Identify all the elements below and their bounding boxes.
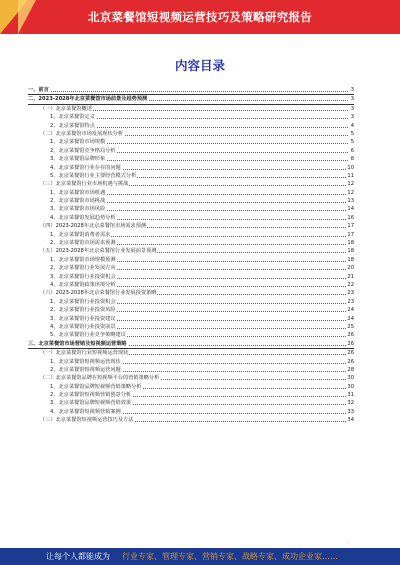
report-title: 北京菜餐馆短视频运营技巧及策略研究报告 [87, 10, 313, 24]
toc-entry[interactable] [28, 399, 354, 407]
toc-entry[interactable] [28, 130, 354, 138]
toc-entry[interactable] [28, 113, 354, 121]
toc-entry-page: 24 [347, 307, 354, 314]
toc-entry-title: 1、北京菜餐馆行业投资机会 [50, 298, 116, 305]
toc-entry-page: 24 [347, 315, 354, 322]
toc-entry[interactable] [28, 273, 354, 281]
toc-entry[interactable] [28, 247, 354, 255]
toc-entry[interactable] [28, 205, 354, 213]
toc-entry[interactable] [28, 289, 354, 297]
toc-entry-title: 1、北京菜餐馆定义 [50, 114, 95, 121]
toc-entry-title: 3、北京菜餐馆品牌短视频营销效果 [50, 400, 132, 407]
toc-entry-page: 3 [350, 87, 354, 93]
toc-entry-title: 3、北京菜餐馆行业投资建议 [50, 315, 116, 322]
toc-heading: 内容目录 [174, 58, 225, 73]
toc-entry[interactable] [28, 222, 354, 230]
toc-entry-page: 12 [347, 181, 354, 188]
toc-entry[interactable] [28, 180, 354, 188]
toc-entry-page: 20 [347, 265, 354, 272]
toc-entry-title: 4、北京菜餐馆发展趋势分析 [50, 214, 116, 221]
toc-entry-title: 2、北京菜餐馆市场需求预测 [50, 240, 116, 247]
toc-entry-title: 2、北京菜餐馆市场挑战 [50, 198, 106, 205]
toc-entry[interactable] [28, 197, 354, 205]
toc-entry[interactable] [28, 408, 354, 416]
toc-entry[interactable] [28, 374, 354, 382]
toc-entry-page: 3 [350, 96, 354, 103]
toc-entry-title: 2、北京菜餐馆行业投资风险 [50, 307, 116, 314]
toc-entry-page: 22 [347, 281, 354, 288]
toc-entry-page: 3 [350, 105, 354, 112]
toc-entry-title: 2、北京菜餐馆行业发展方向 [50, 265, 116, 272]
toc-entry[interactable] [28, 340, 354, 349]
toc-entry-page: 12 [347, 189, 354, 196]
toc-entry[interactable] [28, 95, 354, 104]
toc-entry-page: 26 [347, 358, 354, 365]
toc-entry-title: 2、北京菜餐馆短视频营销创意分析 [50, 392, 132, 399]
toc-entry-title: 3、北京菜餐馆市场风险 [50, 206, 106, 213]
toc-entry-page: 13 [347, 198, 354, 205]
toc-entry[interactable] [28, 306, 354, 314]
toc-entry-title: 三、北京菜餐馆市场营销及短视频运营策略 [28, 340, 127, 347]
toc-entry-title: 1、北京菜餐馆品牌短视频营销策略分析 [50, 383, 142, 390]
toc-entry-title: （三）北京菜餐馆行业市场机遇与挑战 [40, 181, 129, 188]
toc-entry-page: 25 [347, 323, 354, 330]
toc-entry-title: 2、北京菜餐馆短视频运营问题 [50, 366, 121, 373]
toc-entry-page: 14 [347, 206, 354, 213]
toc-entry-page: 8 [350, 156, 354, 163]
toc-entry-title: 1、北京菜餐馆短视频运营现状 [50, 358, 121, 365]
toc-entry[interactable] [28, 281, 354, 289]
toc-entry[interactable] [28, 231, 354, 239]
toc-entry-page: 26 [347, 340, 354, 347]
toc-entry[interactable] [28, 298, 354, 306]
toc-entry[interactable] [28, 105, 354, 113]
toc-entry-title: 4、北京菜餐馆短视频营销案例 [50, 408, 121, 415]
toc-entry-title: （一）北京菜餐馆概述 [40, 105, 92, 112]
toc-entry[interactable] [28, 315, 354, 323]
toc-entry-page: 5 [350, 139, 354, 146]
toc-entry[interactable] [28, 416, 354, 424]
toc-entry-page: 34 [347, 417, 354, 424]
toc-entry-title: 2、北京菜餐馆竞争格局分析 [50, 147, 116, 154]
toc-entry-page: 5 [350, 130, 354, 137]
toc-entry-page: 31 [347, 392, 354, 399]
toc-entry-title: 1、北京菜餐馆消费者需求 [50, 231, 111, 238]
toc-entry[interactable] [28, 155, 354, 163]
toc-entry[interactable] [28, 264, 354, 272]
toc-entry-page: 16 [347, 214, 354, 221]
toc-entry[interactable] [28, 239, 354, 247]
toc-entry-title: （二）北京菜餐馆市场发展现状分析 [40, 130, 124, 137]
toc-entry-title: 4、北京菜餐馆行业投资前景 [50, 323, 116, 330]
toc-entry-title: （六）2023-2028年北京菜餐馆行业发展投资策略 [40, 290, 157, 297]
toc-entry-title: 一、前言 [28, 87, 49, 93]
toc-entry-title: 1、北京菜餐馆市场规模预测 [50, 256, 116, 263]
footer-band [0, 548, 400, 565]
header-band [0, 0, 400, 34]
toc-entry[interactable] [28, 138, 354, 146]
toc-entry[interactable] [28, 164, 354, 172]
toc-entry-page: 10 [347, 164, 354, 171]
toc-entry-title: 4、北京菜餐馆政策环境分析 [50, 281, 116, 288]
toc-entry-page: 17 [347, 231, 354, 238]
toc-entry-page: 28 [347, 366, 354, 373]
footer-slogan: 让每个人都能成为 [46, 552, 110, 561]
toc-entry-page: 26 [347, 350, 354, 357]
table-of-contents [28, 86, 354, 425]
toc-entry-page: 18 [347, 240, 354, 247]
toc-entry[interactable] [28, 172, 354, 180]
toc-entry-title: 5、北京菜餐馆行业竞争策略建议 [50, 332, 126, 339]
toc-leader-dots [28, 91, 348, 92]
toc-entry-page: 32 [347, 400, 354, 407]
toc-entry-page: 26 [347, 332, 354, 339]
toc-entry-page: 23 [347, 290, 354, 297]
toc-entry-page: 18 [347, 248, 354, 255]
toc-entry-title: （五）2023-2028年北京菜餐馆行业发展前景预测 [40, 248, 157, 255]
toc-entry-title: 3、北京菜餐馆品牌形象 [50, 156, 106, 163]
toc-entry-page: 11 [347, 172, 354, 179]
toc-entry[interactable] [28, 391, 354, 399]
toc-entry[interactable] [28, 147, 354, 155]
toc-entry-title: 2、北京菜餐馆特点 [50, 122, 95, 129]
toc-entry-title: （一）北京菜餐馆行业短视频运营现状 [40, 350, 129, 357]
toc-entry[interactable] [28, 349, 354, 357]
toc-entry-page: 17 [347, 223, 354, 230]
toc-entry[interactable] [28, 86, 354, 95]
toc-entry[interactable] [28, 331, 354, 339]
toc-entry-page: 4 [350, 122, 354, 129]
toc-entry-page: 33 [347, 408, 354, 415]
toc-entry[interactable] [28, 122, 354, 130]
toc-entry[interactable] [28, 323, 354, 331]
toc-entry-page: 30 [347, 375, 354, 382]
toc-entry[interactable] [28, 383, 354, 391]
toc-entry-title: 4、北京菜餐馆行业存在的问题 [50, 164, 121, 171]
toc-entry-title: 二、2023-2028年北京菜餐馆市场前景及趋势预测 [28, 96, 148, 103]
toc-entry-page: 18 [347, 256, 354, 263]
toc-entry[interactable] [28, 366, 354, 374]
toc-entry[interactable] [28, 214, 354, 222]
toc-entry-page: 6 [350, 147, 354, 154]
toc-entry-title: 5、北京菜餐馆行业主要经营模式分析 [50, 172, 137, 179]
toc-entry-page: 30 [347, 383, 354, 390]
toc-entry[interactable] [28, 358, 354, 366]
toc-entry[interactable] [28, 189, 354, 197]
toc-entry-title: 1、北京菜餐馆市场机遇 [50, 189, 106, 196]
page-marker: · [347, 540, 349, 546]
toc-entry-title: 3、北京菜餐馆行业投资机会 [50, 273, 116, 280]
toc-entry-title: （二）北京菜餐馆品牌在短视频平台的营销策略分析 [40, 375, 160, 382]
toc-entry-title: （四）2023-2028年北京菜餐馆市场需求预测 [40, 223, 147, 230]
toc-entry-title: 1、北京菜餐馆市场规模 [50, 139, 106, 146]
toc-entry-title: （三）北京菜餐馆短视频运营技巧及方法 [40, 417, 134, 424]
toc-entry-page: 3 [350, 114, 354, 121]
toc-entry-page: 21 [347, 273, 354, 280]
footer-roles: 行业专家、管理专家、营销专家、战略专家、成功企业家…… [122, 552, 338, 561]
toc-entry[interactable] [28, 256, 354, 264]
toc-entry-page: 23 [347, 298, 354, 305]
